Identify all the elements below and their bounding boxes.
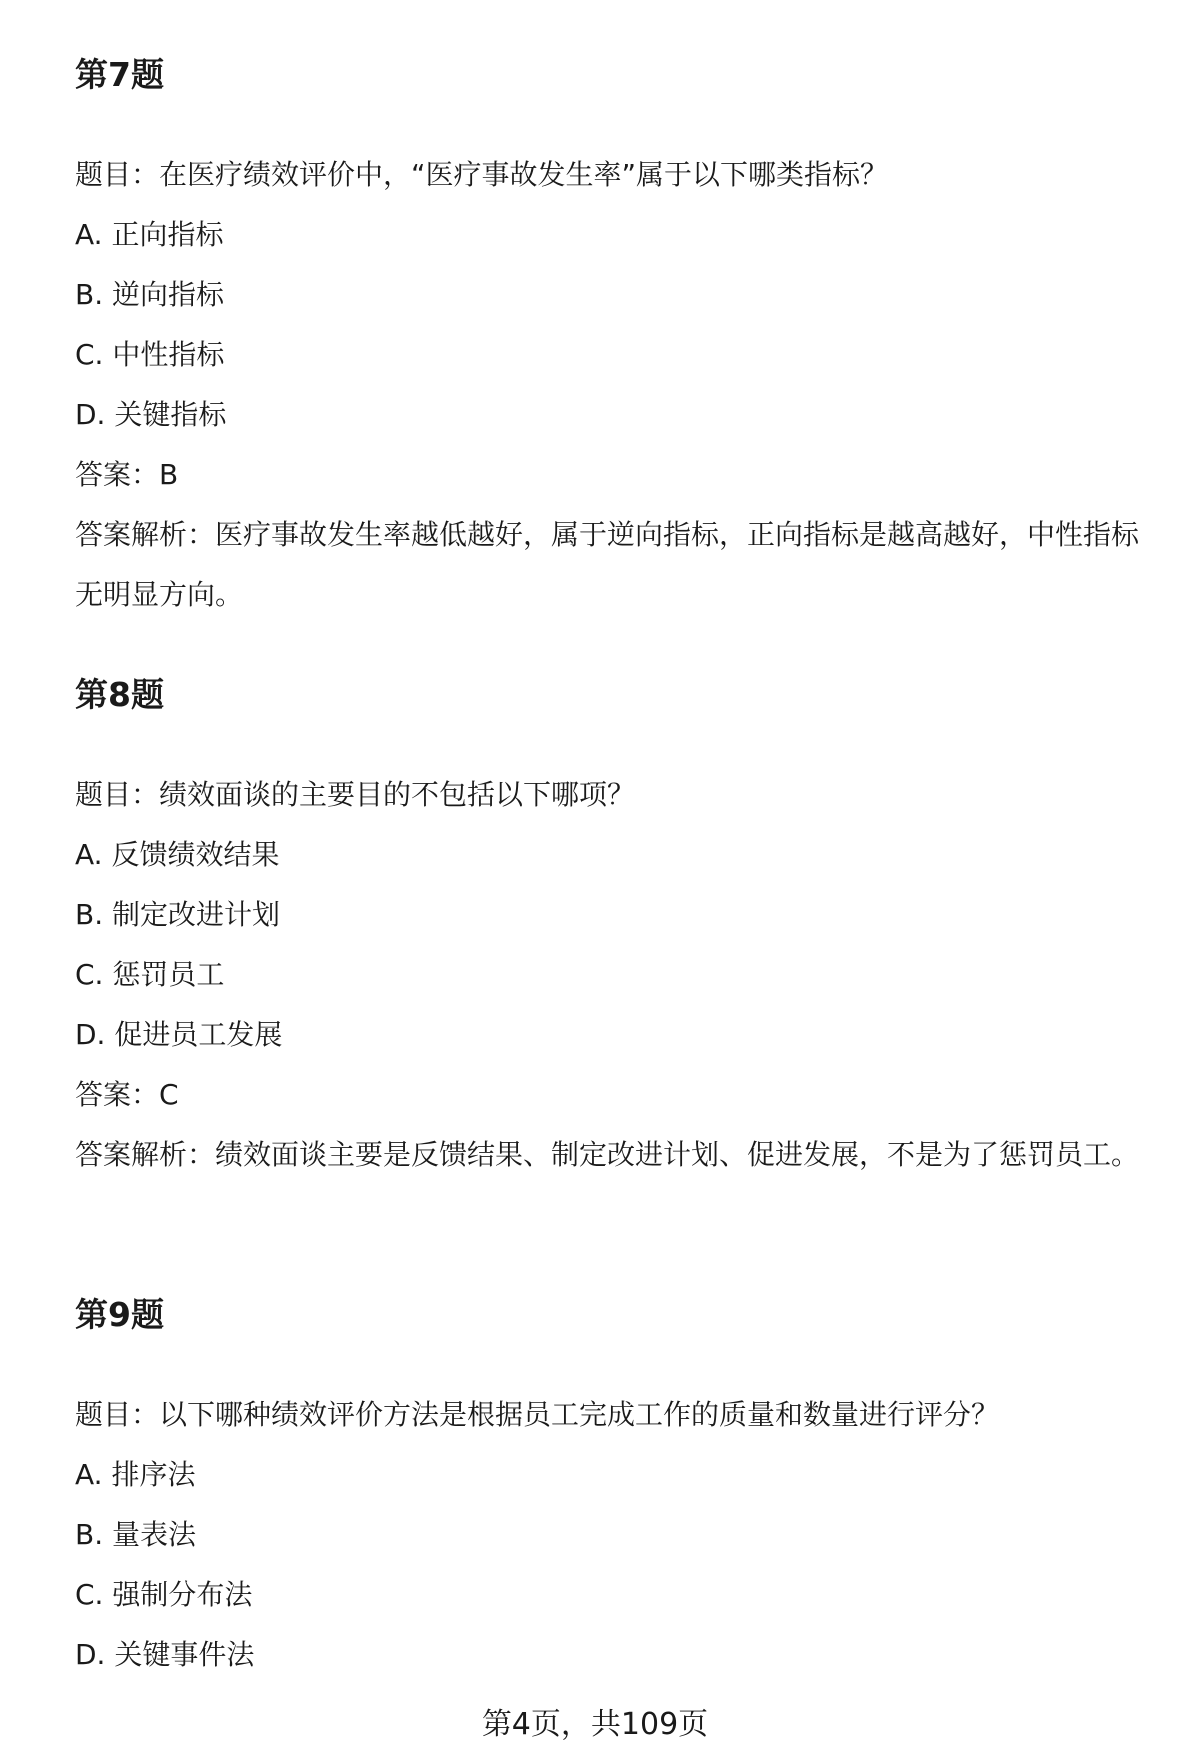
question-9-option-b: B. 量表法 [75, 1518, 197, 1551]
question-7-option-a: A. 正向指标 [75, 218, 224, 251]
question-9-stem: 题目：以下哪种绩效评价方法是根据员工完成工作的质量和数量进行评分？ [75, 1398, 1000, 1431]
question-8-option-c: C. 惩罚员工 [75, 958, 225, 991]
question-8-stem: 题目：绩效面谈的主要目的不包括以下哪项？ [75, 778, 636, 811]
question-7-stem: 题目：在医疗绩效评价中，“医疗事故发生率”属于以下哪类指标？ [75, 158, 889, 191]
question-8-title: 第8题 [75, 675, 164, 714]
question-9-option-c: C. 强制分布法 [75, 1578, 253, 1611]
question-7-option-b: B. 逆向指标 [75, 278, 225, 311]
question-7-option-d: D. 关键指标 [75, 398, 227, 431]
page-indicator: 第4页，共109页 [481, 1707, 709, 1742]
question-8-option-b: B. 制定改进计划 [75, 898, 281, 931]
question-7-title: 第7题 [75, 55, 164, 94]
question-8-analysis: 答案解析：绩效面谈主要是反馈结果、制定改进计划、促进发展，不是为了惩罚员工。 [75, 1138, 1140, 1171]
question-7-analysis: 答案解析：医疗事故发生率越低越好，属于逆向指标，正向指标是越高越好，中性指标无明显方向。 [75, 518, 1140, 611]
question-9-option-a: A. 排序法 [75, 1458, 196, 1491]
question-9-title: 第9题 [75, 1295, 164, 1334]
question-9-option-d: D. 关键事件法 [75, 1638, 255, 1671]
question-8-option-a: A. 反馈绩效结果 [75, 838, 280, 871]
question-8-option-d: D. 促进员工发展 [75, 1018, 283, 1051]
question-7-option-c: C. 中性指标 [75, 338, 225, 371]
question-7-answer: 答案：B [75, 458, 179, 491]
question-8-answer: 答案：C [75, 1078, 179, 1111]
